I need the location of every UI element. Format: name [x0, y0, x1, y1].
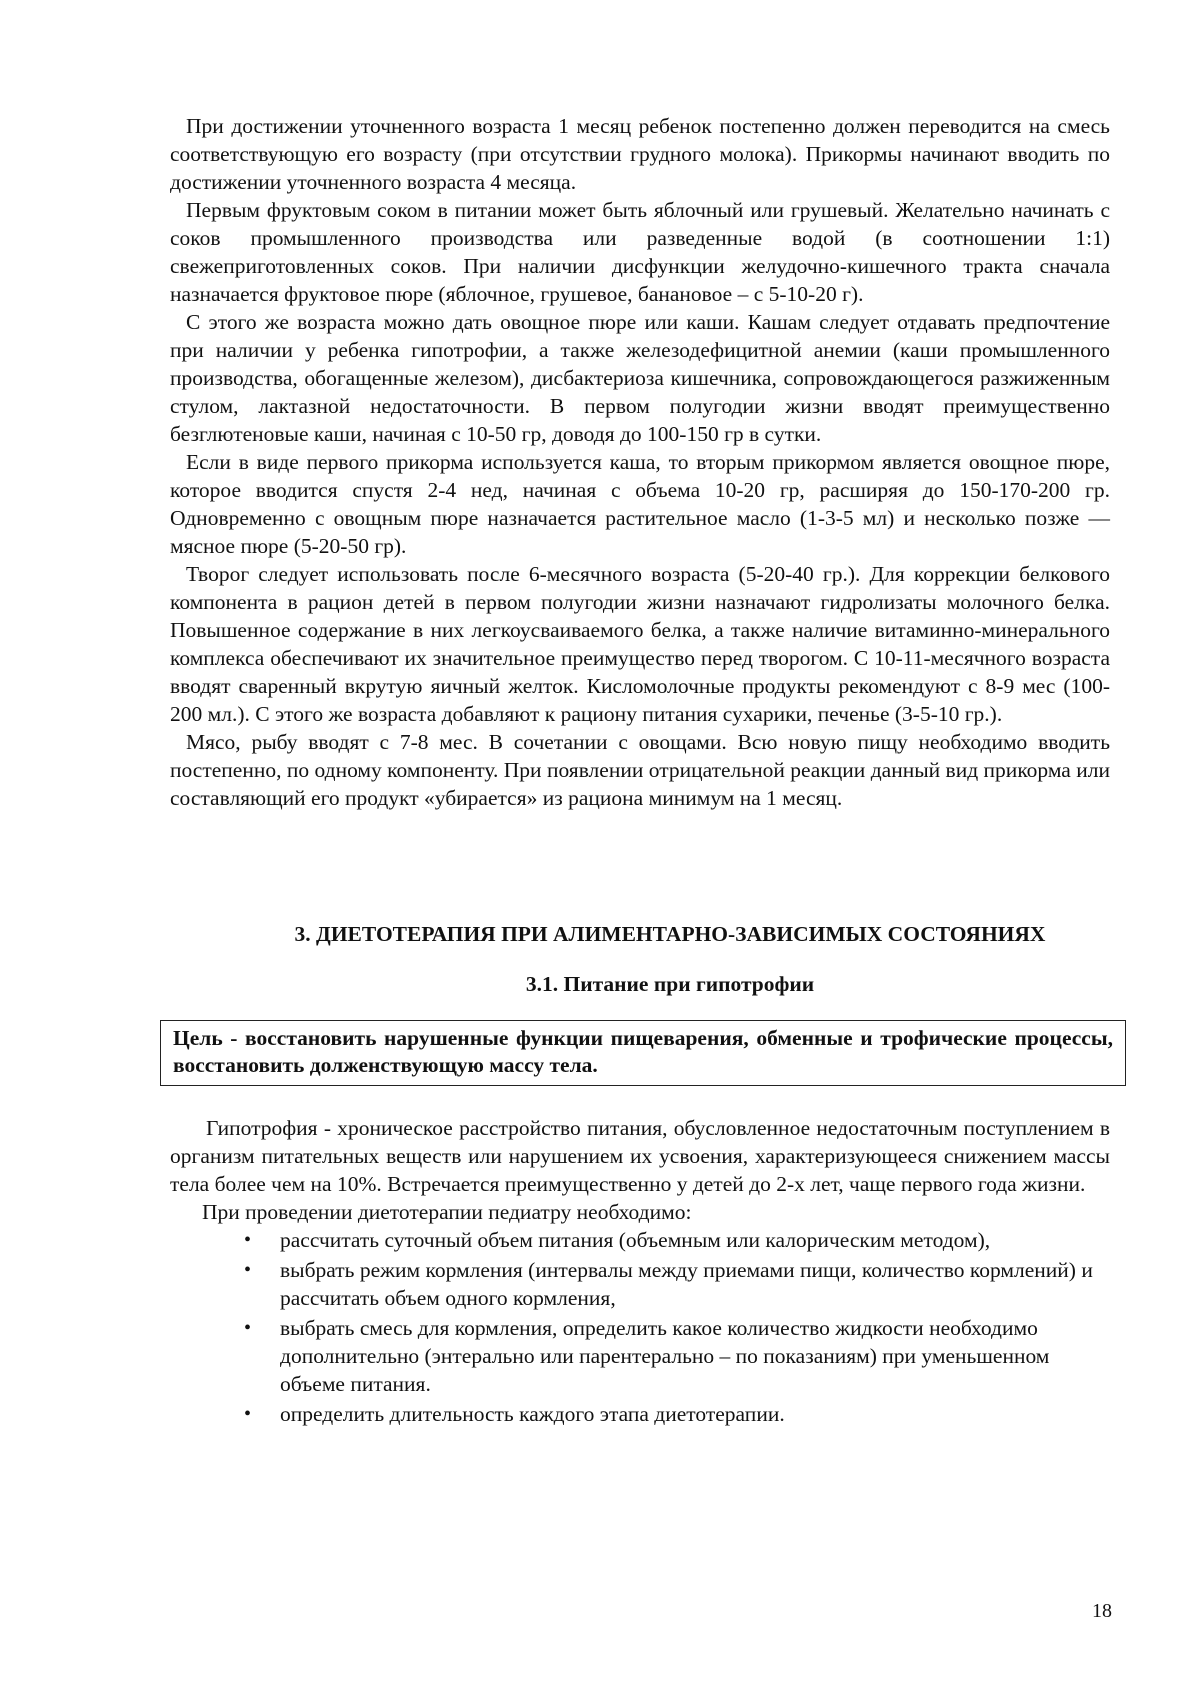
list-item	[244, 1226, 1110, 1254]
bullet-icon: •	[244, 1317, 252, 1339]
list-item	[244, 1314, 1110, 1398]
paragraph: Творог следует использовать после 6-месячного возраста (5-20-40 гр.). Для коррекции белкового компонента в рацион детей в первом полугодии жизни назначают гидролизаты молочного белка. Повышенное содержание в них легкоусваиваемого белка, а также наличие витаминно-минерального комплекса обеспечивают их значительное преимущество перед творогом. С 10-11-месячного возраста вводят сваренный вкрутую яичный желток. Кисломолочные продукты рекомендуют с 8-9 мес (100-200 мл.). С этого же возраста добавляют к рациону питания сухарики, печенье (3-5-10 гр.).	[170, 562, 1110, 726]
list-item-text: выбрать режим кормления (интервалы между приемами пищи, количество кормлений) и рассчитать объем одного кормления,	[280, 1258, 1093, 1310]
bullet-icon: •	[244, 1259, 252, 1281]
definition-paragraph: Гипотрофия - хроническое расстройство питания, обусловленное недостаточным поступлением в организм питательных веществ или нарушением их усвоения, характеризующееся снижением массы тела более чем на 10%. Встречается преимущественно у детей до 2-х лет, чаще первого года жизни.	[170, 1116, 1110, 1196]
section-title: 3. ДИЕТОТЕРАПИЯ ПРИ АЛИМЕНТАРНО-ЗАВИСИМЫХ СОСТОЯНИЯХ	[294, 922, 1046, 946]
paragraph: При достижении уточненного возраста 1 месяц ребенок постепенно должен переводится на смесь соответствующую его возрасту (при отсутствии грудного молока). Прикормы начинают вводить по достижении уточненного возраста 4 месяца.	[170, 114, 1110, 194]
paragraph: Мясо, рыбу вводят с 7-8 мес. В сочетании с овощами. Всю новую пищу необходимо вводить постепенно, по одному компоненту. При появлении отрицательной реакции данный вид прикорма или составляющий его продукт «убирается» из рациона минимум на 1 месяц.	[170, 730, 1110, 810]
paragraph: Первым фруктовым соком в питании может быть яблочный или грушевый. Желательно начинать с соков промышленного производства или разведенные водой (в соотношении 1:1) свежеприготовленных соков. При наличии дисфункции желудочно-кишечного тракта сначала назначается фруктовое пюре (яблочное, грушевое, банановое – с 5-10-20 г).	[170, 198, 1110, 306]
paragraph: Если в виде первого прикорма используется каша, то вторым прикормом является овощное пюре, которое вводится спустя 2-4 нед, начиная с объема 10-20 гр, расширяя до 150-170-200 гр. Одновременно с овощным пюре назначается растительное масло (1-3-5 мл) и несколько позже — мясное пюре (5-20-50 гр).	[170, 450, 1110, 558]
bullet-icon: •	[244, 1229, 252, 1251]
goal-box: Цель - восстановить нарушенные функции пищеварения, обменные и трофические процессы, восстановить долженствующую массу тела.	[160, 1020, 1126, 1086]
paragraph: С этого же возраста можно дать овощное пюре или каши. Кашам следует отдавать предпочтение при наличии у ребенка гипотрофии, а также железодефицитной анемии (каши промышленного производства, обогащенные железом), дисбактериоза кишечника, сопровождающегося разжиженным стулом, лактазной недостаточности. В первом полугодии жизни вводят преимущественно безглютеновые каши, начиная с 10-50 гр, доводя до 100-150 гр в сутки.	[170, 310, 1110, 446]
bullet-icon: •	[244, 1403, 252, 1425]
list-item-text: рассчитать суточный объем питания (объемным или калорическим методом),	[280, 1228, 991, 1252]
list-item-text: определить длительность каждого этапа диетотерапии.	[280, 1402, 785, 1426]
page-content	[170, 112, 1113, 1430]
list-item	[244, 1256, 1110, 1312]
page-number: 18	[1092, 1600, 1112, 1622]
section-spacer	[170, 812, 1110, 920]
tasks-intro: При проведении диетотерапии педиатру необходимо:	[202, 1200, 692, 1224]
list-item	[244, 1400, 1110, 1428]
list-item-text: выбрать смесь для кормления, определить какое количество жидкости необходимо дополнительно (энтерально или парентерально – по показаниям) при уменьшенном объеме питания.	[280, 1316, 1050, 1396]
tasks-list	[170, 1226, 1110, 1428]
subsection-title: 3.1. Питание при гипотрофии	[525, 972, 815, 996]
